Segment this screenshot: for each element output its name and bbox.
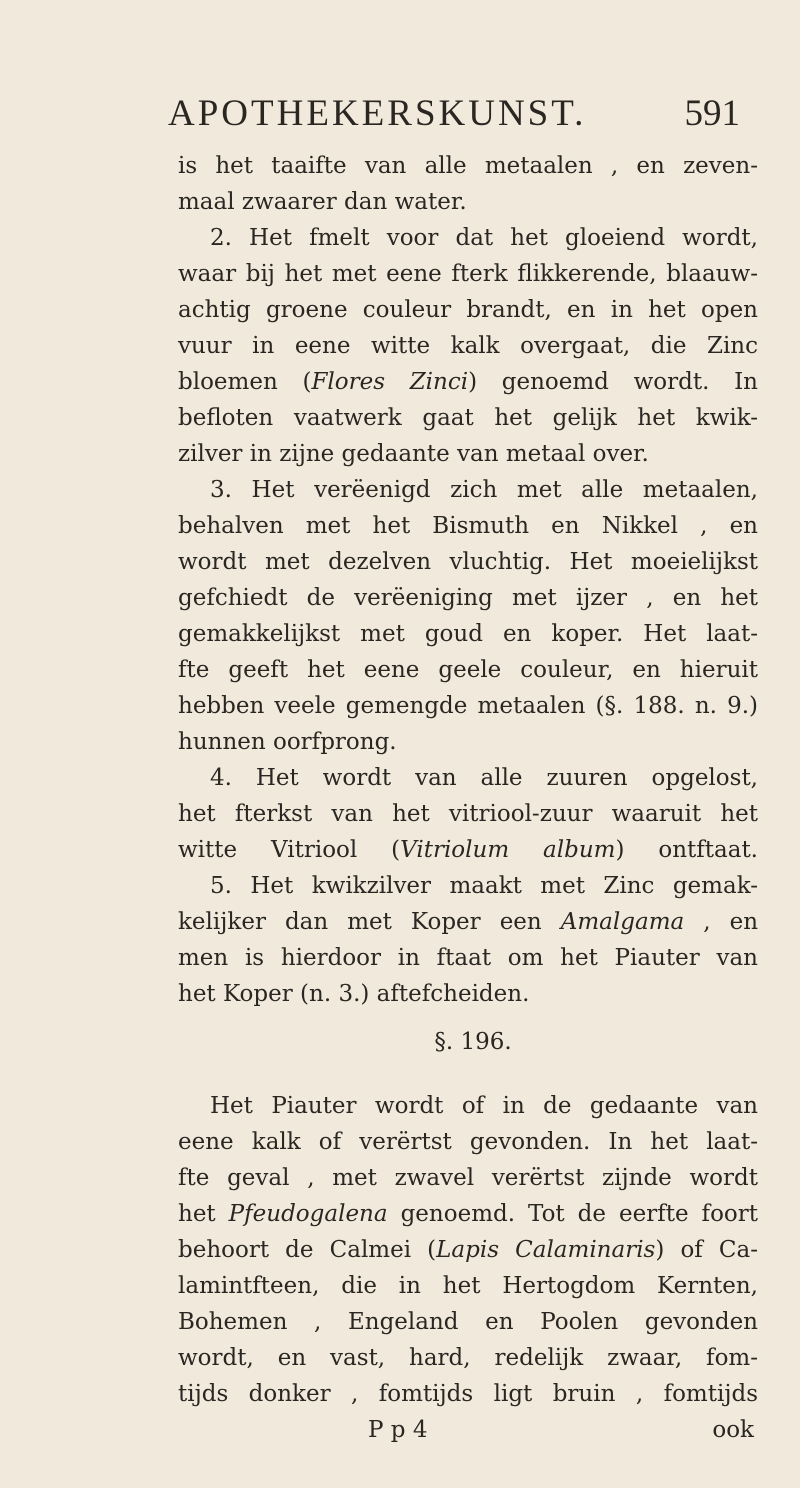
text-line: tijds donker , fomtijds ligt bruin , fomtijds bbox=[178, 1381, 758, 1407]
text-line: het fterkst van het vitriool-zuur waaruit het bbox=[178, 801, 758, 827]
text-line: kelijker dan met Koper een Amalgama , en bbox=[178, 909, 759, 935]
text-line: eene kalk of verërtst gevonden. In het laat- bbox=[178, 1129, 758, 1155]
running-title: APOTHEKERSKUNST. bbox=[168, 93, 587, 134]
text-line: Het Piauter wordt of in de gedaante van bbox=[210, 1093, 758, 1119]
text-line: zilver in zijne gedaante van metaal over. bbox=[178, 441, 649, 467]
page-footer bbox=[178, 1412, 758, 1448]
paragraphs-block-1 bbox=[178, 148, 758, 1012]
text-line: behalven met het Bismuth en Nikkel , en bbox=[178, 513, 758, 539]
text-line: gemakkelijkst met goud en koper. Het laat- bbox=[178, 621, 758, 647]
text-line: 5. Het kwikzilver maakt met Zinc gemak- bbox=[210, 873, 758, 899]
text-line: befloten vaatwerk gaat het gelijk het kwik- bbox=[178, 405, 758, 431]
text-line: is het taaifte van alle metaalen , en zeven- bbox=[178, 153, 758, 179]
text-line: bloemen (Flores Zinci) genoemd wordt. In bbox=[178, 369, 758, 395]
text-line: maal zwaarer dan water. bbox=[178, 189, 467, 215]
text-line: hunnen oorfprong. bbox=[178, 729, 397, 755]
running-header bbox=[168, 92, 740, 138]
text-line: behoort de Calmei (Lapis Calaminaris) of Ca- bbox=[178, 1237, 758, 1263]
text-line: vuur in eene witte kalk overgaat, die Zinc bbox=[178, 333, 758, 359]
text-line: 3. Het verëenigd zich met alle metaalen, bbox=[210, 477, 758, 503]
text-line: wordt met dezelven vluchtig. Het moeielijkst bbox=[178, 549, 758, 575]
text-line: achtig groene couleur brandt, en in het open bbox=[178, 297, 758, 323]
text-line: 2. Het fmelt voor dat het gloeiend wordt, bbox=[210, 225, 758, 251]
text-line: het Pfeudogalena genoemd. Tot de eerfte foort bbox=[178, 1201, 759, 1227]
text-line: fte geeft het eene geele couleur, en hieruit bbox=[178, 657, 758, 683]
text-line: lamintfteen, die in het Hertogdom Kernten, bbox=[178, 1273, 758, 1299]
catchword: ook bbox=[712, 1417, 754, 1443]
text-line: witte Vitriool (Vitriolum album) ontftaat. bbox=[178, 837, 758, 863]
text-line: men is hierdoor in ftaat om het Piauter van bbox=[178, 945, 758, 971]
text-line: wordt, en vast, hard, redelijk zwaar, fom- bbox=[178, 1345, 758, 1371]
paragraphs-block-2 bbox=[178, 1088, 758, 1412]
text-line: fte geval , met zwavel verërtst zijnde wordt bbox=[178, 1165, 758, 1191]
text-line: waar bij het met eene fterk flikkerende, blaauw- bbox=[178, 261, 758, 287]
signature-mark: P p 4 bbox=[368, 1417, 428, 1443]
text-line: het Koper (n. 3.) aftefcheiden. bbox=[178, 981, 530, 1007]
page-number: 591 bbox=[684, 93, 740, 134]
text-line: hebben veele gemengde metaalen (§. 188. n. 9.) bbox=[178, 693, 758, 719]
text-line: 4. Het wordt van alle zuuren opgelost, bbox=[210, 765, 758, 791]
text-line: Bohemen , Engeland en Poolen gevonden bbox=[178, 1309, 758, 1335]
section-heading: §. 196. bbox=[434, 1029, 512, 1055]
text-line: gefchiedt de verëeniging met ijzer , en het bbox=[178, 585, 758, 611]
page-body bbox=[178, 148, 758, 1448]
